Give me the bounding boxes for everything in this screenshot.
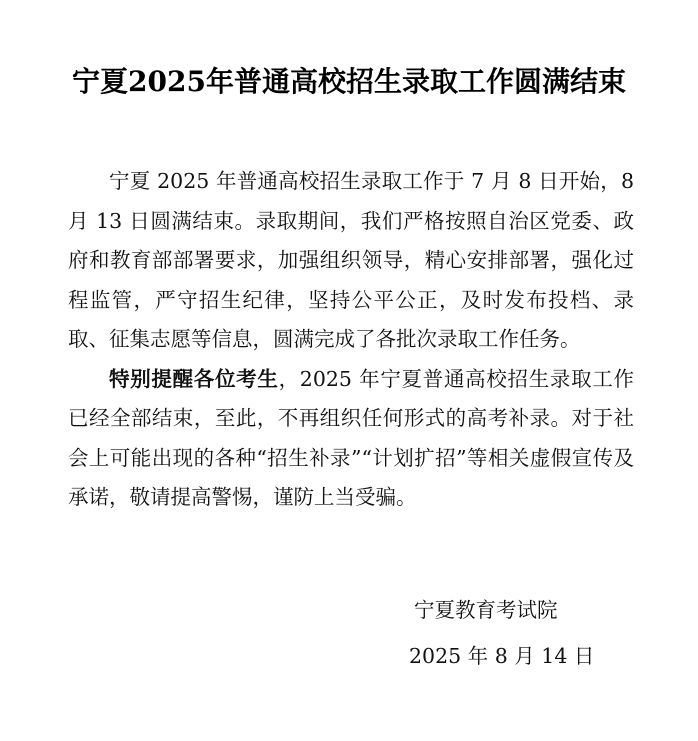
paragraph-2 xyxy=(68,360,634,518)
document-title: 宁夏2025年普通高校招生录取工作圆满结束 xyxy=(72,65,626,98)
document-body xyxy=(68,162,634,518)
signature-organization: 宁夏教育考试院 xyxy=(414,598,558,622)
paragraph-2-bold-lead: 特别提醒各位考生 xyxy=(109,366,279,391)
paragraph-1-text: 宁夏 2025 年普通高校招生录取工作于 7 月 8 日开始，8 月 13 日圆满结束。录取期间，我们严格按照自治区党委、政府和教育部部署要求，加强组织领导，精心安排部署，强化过程监管，严守招生纪律，坚持公平公正，及时发布投档、录取、征集志愿等信息，圆满完成了各批次录取工作任务。 xyxy=(68,169,634,351)
signature-block xyxy=(400,590,640,676)
paragraph-1 xyxy=(68,162,634,360)
signature-date: 2025 年 8 月 14 日 xyxy=(409,644,595,668)
paragraph-2-text: ，2025 年宁夏普通高校招生录取工作已经全部结束，至此，不再组织任何形式的高考补录。对于社会上可能出现的各种“招生补录”“计划扩招”等相关虚假宣传及承诺，敬请提高警惕，谨防上当受骗。 xyxy=(68,366,635,509)
